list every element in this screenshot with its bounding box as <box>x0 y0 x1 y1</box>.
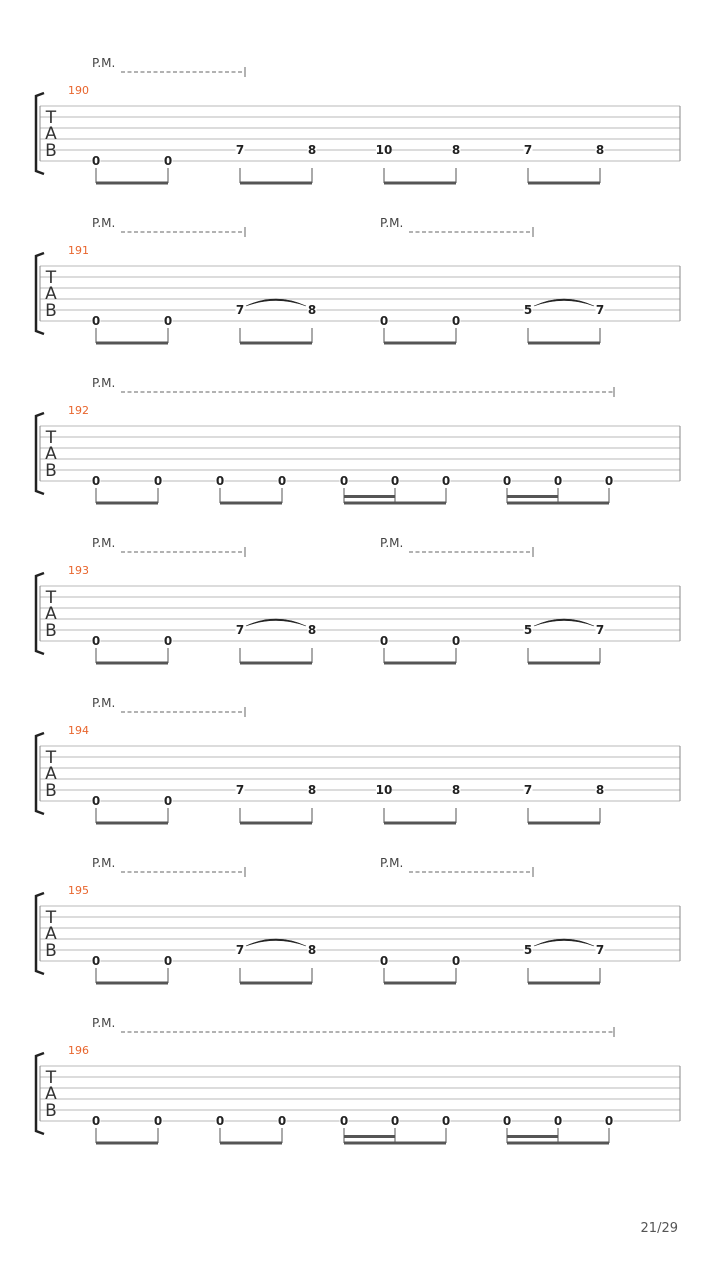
fret-number: 0 <box>91 154 101 168</box>
fret-number: 7 <box>595 623 605 637</box>
note-beam <box>384 662 456 665</box>
tab-system <box>36 56 680 185</box>
fret-number: 0 <box>553 1114 563 1128</box>
fret-number: 0 <box>91 314 101 328</box>
tab-clef-t: T <box>45 1068 57 1088</box>
note-beam <box>384 822 456 825</box>
note-beam-secondary <box>507 1135 558 1138</box>
fret-number: 0 <box>163 154 173 168</box>
tie-arc <box>246 299 306 306</box>
fret-number: 0 <box>153 474 163 488</box>
tab-clef-b: B <box>45 941 57 961</box>
fret-number: 0 <box>379 314 389 328</box>
palm-mute-label: P.M. <box>92 696 116 710</box>
note-beam <box>96 342 168 345</box>
tab-clef-b: B <box>45 141 57 161</box>
note-beam <box>344 502 446 505</box>
fret-number: 8 <box>595 783 605 797</box>
palm-mute-label: P.M. <box>92 536 116 550</box>
fret-number: 0 <box>163 634 173 648</box>
tab-clef-a: A <box>45 764 57 784</box>
fret-number: 0 <box>441 474 451 488</box>
fret-number: 0 <box>339 474 349 488</box>
tab-system <box>36 696 680 825</box>
measure-number: 196 <box>68 1044 89 1057</box>
note-beam <box>528 342 600 345</box>
note-beam <box>528 822 600 825</box>
note-beam-secondary <box>507 495 558 498</box>
fret-number: 8 <box>307 783 317 797</box>
measure-number: 191 <box>68 244 89 257</box>
tie-arc <box>246 939 306 946</box>
tab-clef-t: T <box>45 108 57 128</box>
note-beam <box>96 662 168 665</box>
note-beam <box>240 822 312 825</box>
tab-system <box>36 1016 680 1145</box>
note-beam <box>240 662 312 665</box>
tab-clef-a: A <box>45 924 57 944</box>
fret-number: 8 <box>307 143 317 157</box>
fret-number: 0 <box>379 954 389 968</box>
fret-number: 0 <box>604 474 614 488</box>
tab-clef-a: A <box>45 444 57 464</box>
fret-number: 7 <box>235 783 245 797</box>
tab-clef-b: B <box>45 781 57 801</box>
fret-number: 0 <box>390 1114 400 1128</box>
tab-clef-t: T <box>45 588 57 608</box>
tab-system <box>36 856 680 985</box>
fret-number: 0 <box>379 634 389 648</box>
note-beam <box>240 982 312 985</box>
palm-mute-label: P.M. <box>92 56 116 70</box>
tab-clef-b: B <box>45 1101 57 1121</box>
fret-number: 7 <box>235 943 245 957</box>
fret-number: 7 <box>595 303 605 317</box>
note-beam <box>220 1142 282 1145</box>
tab-clef-t: T <box>45 268 57 288</box>
fret-number: 7 <box>595 943 605 957</box>
tie-arc <box>534 619 594 626</box>
note-beam <box>528 982 600 985</box>
tab-system <box>36 376 680 505</box>
fret-number: 0 <box>502 474 512 488</box>
note-beam <box>384 982 456 985</box>
fret-number: 0 <box>91 1114 101 1128</box>
measure-number: 195 <box>68 884 89 897</box>
tie-arc <box>534 299 594 306</box>
note-beam <box>96 502 158 505</box>
note-beam <box>96 822 168 825</box>
fret-number: 8 <box>595 143 605 157</box>
note-beam <box>96 982 168 985</box>
measure-number: 194 <box>68 724 89 737</box>
fret-number: 8 <box>451 783 461 797</box>
fret-number: 0 <box>91 954 101 968</box>
tab-clef-a: A <box>45 1084 57 1104</box>
fret-number: 7 <box>235 143 245 157</box>
tab-clef-t: T <box>45 908 57 928</box>
palm-mute-label: P.M. <box>380 216 404 230</box>
fret-number: 0 <box>451 314 461 328</box>
fret-number: 0 <box>215 1114 225 1128</box>
note-beam <box>240 342 312 345</box>
note-beam <box>220 502 282 505</box>
fret-number: 0 <box>553 474 563 488</box>
tab-clef-a: A <box>45 604 57 624</box>
fret-number: 0 <box>277 1114 287 1128</box>
tab-clef-t: T <box>45 428 57 448</box>
tie-arc <box>246 619 306 626</box>
fret-number: 0 <box>153 1114 163 1128</box>
measure-number: 190 <box>68 84 89 97</box>
note-beam <box>528 182 600 185</box>
tab-system <box>36 536 680 665</box>
palm-mute-label: P.M. <box>92 376 116 390</box>
note-beam <box>528 662 600 665</box>
palm-mute-label: P.M. <box>380 536 404 550</box>
fret-number: 8 <box>307 943 317 957</box>
fret-number: 0 <box>441 1114 451 1128</box>
fret-number: 0 <box>451 954 461 968</box>
fret-number: 0 <box>604 1114 614 1128</box>
fret-number: 8 <box>451 143 461 157</box>
palm-mute-label: P.M. <box>92 216 116 230</box>
fret-number: 0 <box>215 474 225 488</box>
palm-mute-label: P.M. <box>92 856 116 870</box>
note-beam <box>344 1142 446 1145</box>
tab-clef-a: A <box>45 284 57 304</box>
tab-system <box>36 216 680 345</box>
note-beam <box>384 342 456 345</box>
fret-number: 5 <box>523 623 533 637</box>
palm-mute-label: P.M. <box>380 856 404 870</box>
palm-mute-label: P.M. <box>92 1016 116 1030</box>
fret-number: 8 <box>307 303 317 317</box>
page-number: 21/29 <box>640 1221 678 1236</box>
note-beam <box>507 502 609 505</box>
measure-number: 192 <box>68 404 89 417</box>
tab-clef-a: A <box>45 124 57 144</box>
note-beam-secondary <box>344 1135 395 1138</box>
fret-number: 0 <box>91 474 101 488</box>
fret-number: 0 <box>91 794 101 808</box>
note-beam <box>507 1142 609 1145</box>
fret-number: 10 <box>375 143 393 157</box>
fret-number: 0 <box>163 314 173 328</box>
fret-number: 0 <box>163 794 173 808</box>
fret-number: 0 <box>451 634 461 648</box>
fret-number: 7 <box>523 783 533 797</box>
note-beam <box>96 182 168 185</box>
fret-number: 0 <box>339 1114 349 1128</box>
note-beam <box>240 182 312 185</box>
fret-number: 0 <box>390 474 400 488</box>
fret-number: 0 <box>277 474 287 488</box>
fret-number: 7 <box>235 303 245 317</box>
note-beam <box>96 1142 158 1145</box>
tab-clef-b: B <box>45 301 57 321</box>
fret-number: 7 <box>523 143 533 157</box>
fret-number: 5 <box>523 303 533 317</box>
fret-number: 7 <box>235 623 245 637</box>
fret-number: 0 <box>502 1114 512 1128</box>
tie-arc <box>534 939 594 946</box>
tab-clef-b: B <box>45 461 57 481</box>
fret-number: 0 <box>91 634 101 648</box>
fret-number: 5 <box>523 943 533 957</box>
note-beam-secondary <box>344 495 395 498</box>
tab-clef-t: T <box>45 748 57 768</box>
fret-number: 8 <box>307 623 317 637</box>
tab-clef-b: B <box>45 621 57 641</box>
note-beam <box>384 182 456 185</box>
fret-number: 10 <box>375 783 393 797</box>
measure-number: 193 <box>68 564 89 577</box>
fret-number: 0 <box>163 954 173 968</box>
